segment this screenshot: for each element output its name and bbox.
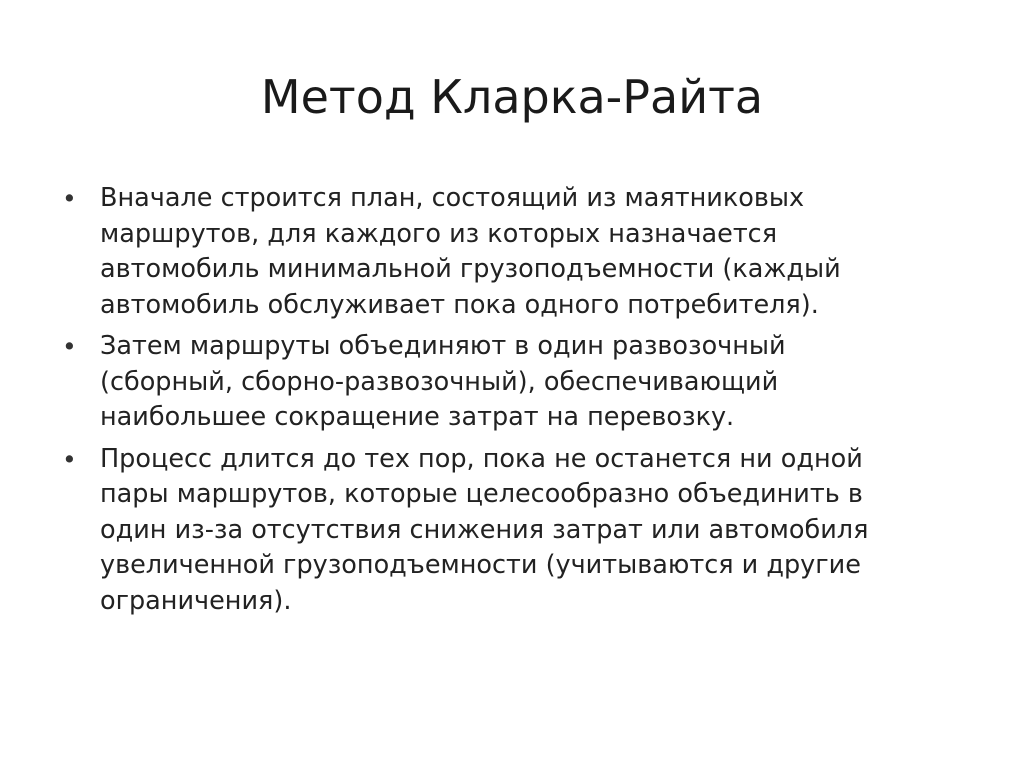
bullet-text-line: увеличенной грузоподъемности (учитываются и другие: [100, 550, 861, 580]
bullet-text-line: ограничения).: [100, 585, 292, 616]
bullet-icon: •: [62, 444, 77, 474]
bullet-text-line: пары маршрутов, которые целесообразно объединить в: [100, 479, 863, 509]
bullet-item: [62, 181, 982, 323]
slide-title: Метод Кларка-Райта: [260, 70, 764, 124]
bullet-text-line: автомобиль минимальной грузоподъемности (каждый: [100, 254, 841, 284]
bullet-text-line: маршрутов, для каждого из которых назначается: [100, 218, 778, 249]
bullet-icon: •: [62, 332, 77, 361]
bullet-text-line: Вначале строится план, состоящий из маятниковых: [100, 183, 805, 213]
bullet-text-line: Процесс длится до тех пор, пока не останется ни одной: [100, 443, 863, 474]
bullet-item: [62, 442, 982, 620]
bullet-list: [62, 181, 982, 625]
bullet-icon: •: [62, 184, 77, 213]
bullet-text-line: автомобиль обслуживает пока одного потребителя).: [100, 289, 819, 320]
bullet-text-line: наибольшее сокращение затрат на перевозку.: [100, 402, 735, 432]
bullet-text-line: один из-за отсутствия снижения затрат или автомобиля: [100, 514, 869, 545]
bullet-text-line: Затем маршруты объединяют в один развозочный: [100, 331, 786, 361]
bullet-text-line: (сборный, сборно-развозочный), обеспечивающий: [100, 366, 779, 397]
bullet-item: [62, 329, 982, 436]
